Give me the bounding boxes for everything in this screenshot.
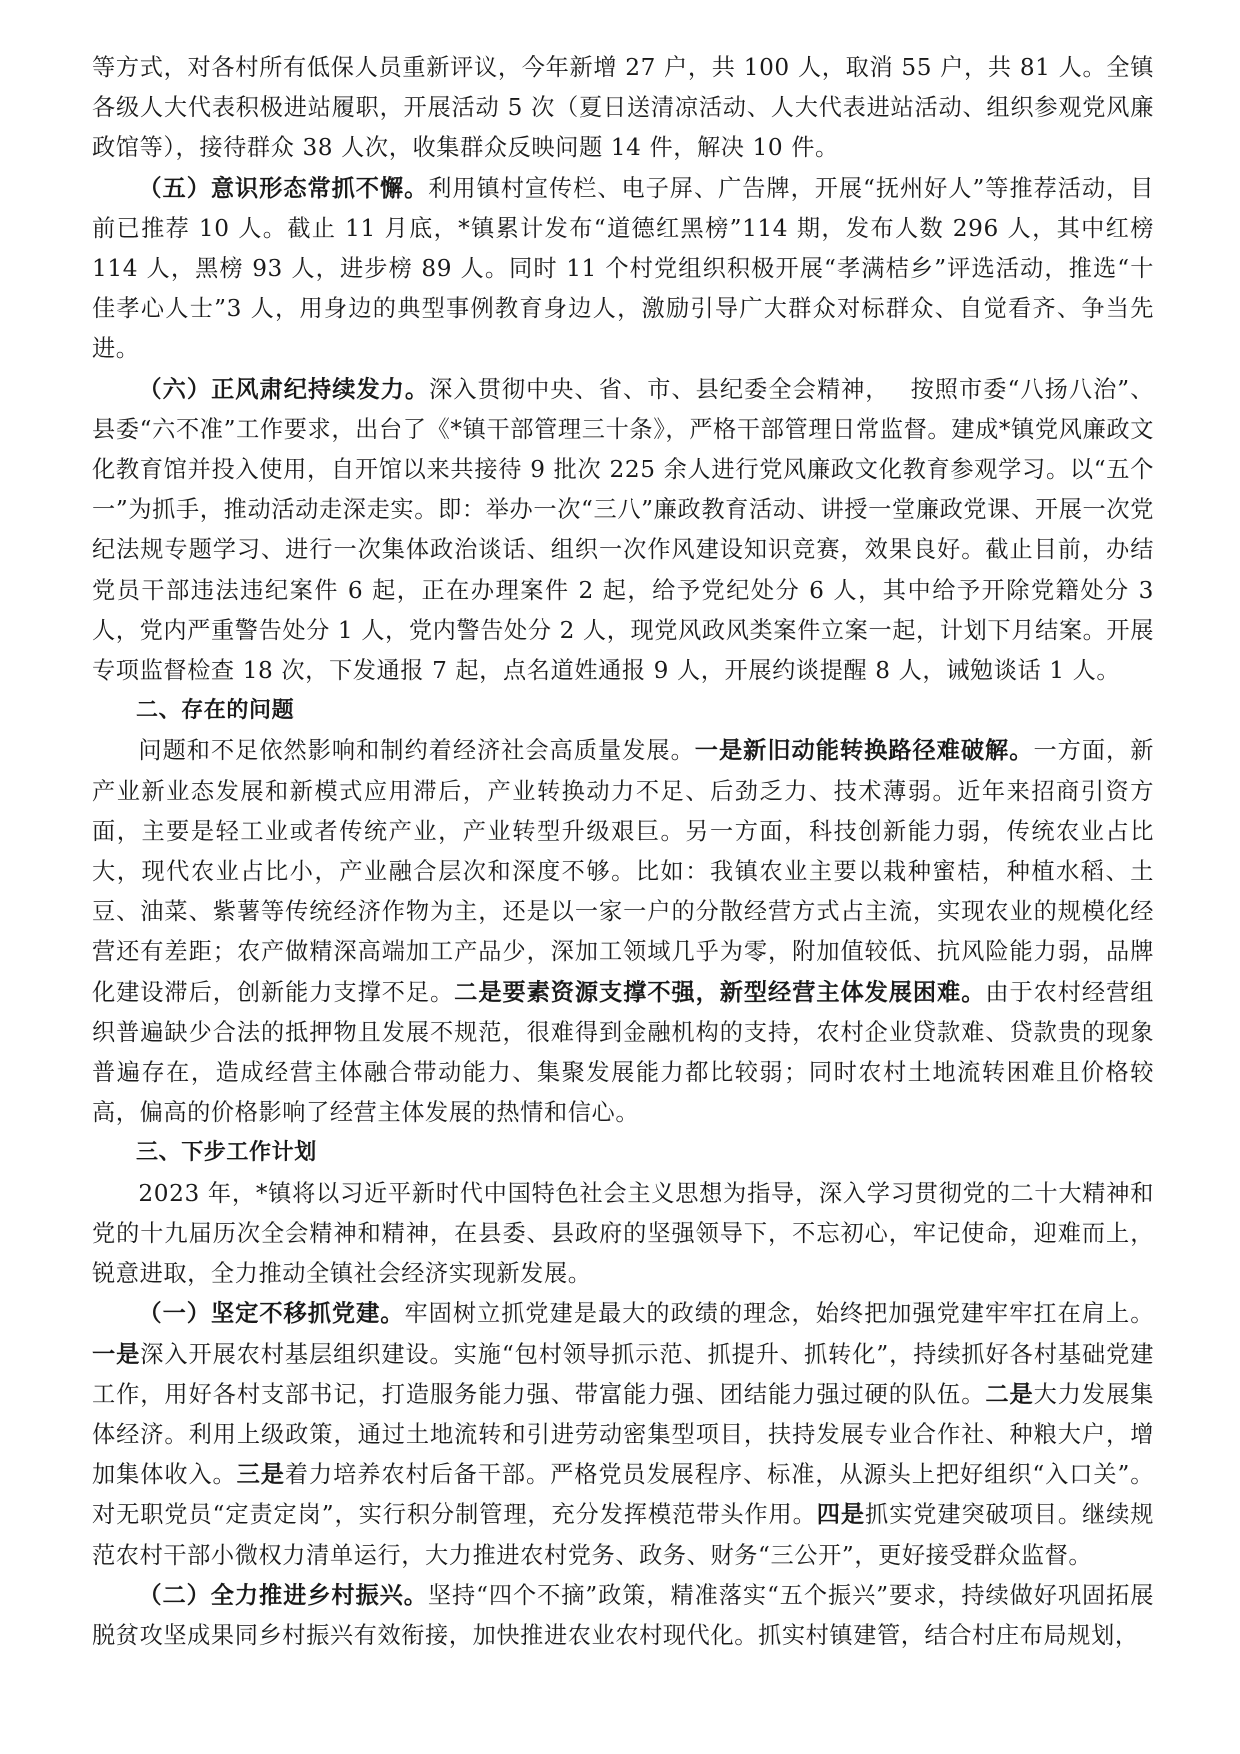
bold-run: 一是	[92, 1340, 141, 1368]
body-paragraph	[92, 731, 1154, 1133]
bold-run: 一是新旧动能转换路径难破解。	[694, 737, 1034, 765]
section-heading	[92, 691, 1154, 731]
section-heading	[92, 1133, 1154, 1173]
bold-run: 二、存在的问题	[136, 698, 295, 724]
bold-run: （一）坚定不移抓党建。	[138, 1300, 405, 1328]
text-run: 一方面，新产业新业态发展和新模式应用滞后，产业转换动力不足、后劲乏力、技术薄弱。近年来招商引资方面，主要是轻工业或者传统产业，产业转型升级艰巨。另一方面，科技创新能力弱，传统农业占比大，现代农业占比小，产业融合层次和深度不够。比如：我镇农业主要以栽种蜜桔，种植水稻、土豆、油菜、紫薯等传统经济作物为主，还是以一家一户的分散经营方式占主流，实现农业的规模化经营还有差距；农产做精深高端加工产品少，深加工领域几乎为零，附加值较低、抗风险能力弱，品牌化建设滞后，创新能力支撑不足。	[92, 737, 1154, 1006]
text-run: 问题和不足依然影响和制约着经济社会高质量发展。	[138, 737, 695, 765]
bold-run: （五）意识形态常抓不懈。	[138, 174, 429, 202]
text-run: 深入贯彻中央、省、市、县纪委全会精神， 按照市委“八扬八治”、县委“六不准”工作要求，出台了《*镇干部管理三十条》，严格干部管理日常监督。建成*镇党风廉政文化教育馆并投入使用，自开馆以来共接待 9 批次 225 余人进行党风廉政文化教育参观学习。以“五个一”为抓手，推动活动走深走实。即：举办一次“三八”廉政教育活动、讲授一堂廉政党课、开展一次党纪法规专题学习、进行一次集体政治谈话、组织一次作风建设知识竞赛，效果良好。截止目前，办结党员干部违法违纪案件 6 起，正在办理案件 2 起，给予党纪处分 6 人，其中给予开除党籍处分 3 人，党内严重警告处分 1 人，党内警告处分 2 人，现党风政风类案件立案一起，计划下月结案。开展专项监督检查 18 次，下发通报 7 起，点名道姓通报 9 人，开展约谈提醒 8 人，诫勉谈话 1 人。	[92, 375, 1154, 685]
bold-run: （六）正风肃纪持续发力。	[138, 375, 430, 403]
bold-run: 四是	[816, 1501, 865, 1529]
bold-run: 三、下步工作计划	[136, 1140, 317, 1166]
document-page	[92, 48, 1154, 1656]
text-run: 等方式，对各村所有低保人员重新评议，今年新增 27 户，共 100 人，取消 55 户，共 81 人。全镇各级人大代表积极进站履职，开展活动 5 次（夏日送清凉活动、人大代表进站活动、组织参观党风廉政馆等），接待群众 38 人次，收集群众反映问题 14 件，解决 10 件。	[92, 54, 1154, 162]
text-run: 利用镇村宣传栏、电子屏、广告牌，开展“抚州好人”等推荐活动，目前已推荐 10 人。截止 11 月底，*镇累计发布“道德红黑榜”114 期，发布人数 296 人，其中红榜 114 人，黑榜 93 人，进步榜 89 人。同时 11 个村党组织积极开展“孝满桔乡”评选活动，推选“十佳孝心人士”3 人，用身边的典型事例教育身边人，激励引导广大群众对标群众、自觉看齐、争当先进。	[92, 174, 1154, 363]
body-paragraph	[92, 48, 1154, 169]
text-run: 2023 年，*镇将以习近平新时代中国特色社会主义思想为指导，深入学习贯彻党的二十大精神和党的十九届历次全会精神和精神，在县委、县政府的坚强领导下，不忘初心，牢记使命，迎难而上，锐意进取，全力推动全镇社会经济实现新发展。	[92, 1179, 1154, 1288]
text-run: 大力发展集体经济。利用上级政策，通过土地流转和引进劳动密集型项目，扶持发展专业合作社、种粮大户，增加集体收入。	[92, 1380, 1155, 1489]
text-run: 深入开展农村基层组织建设。实施“包村领导抓示范、抓提升、抓转化”，持续抓好各村基础党建工作，用好各村支部书记，打造服务能力强、带富能力强、团结能力强过硬的队伍。	[92, 1340, 1154, 1408]
body-paragraph	[92, 370, 1154, 692]
bold-run: 二是	[985, 1380, 1034, 1408]
body-paragraph	[92, 1294, 1154, 1575]
bold-run: 二是要素资源支撑不强，新型经营主体发展困难。	[454, 978, 986, 1006]
text-run: 着力培养农村后备干部。严格党员发展程序、标准，从源头上把好组织“入口关”。对无职党员“定责定岗”，实行积分制管理，充分发挥模范带头作用。	[92, 1461, 1155, 1529]
text-run: 抓实党建突破项目。继续规范农村干部小微权力清单运行，大力推进农村党务、政务、财务“三公开”，更好接受群众监督。	[92, 1501, 1155, 1569]
text-run: 牢固树立抓党建是最大的政绩的理念，始终把加强党建牢牢扛在肩上。	[404, 1300, 1154, 1328]
text-run: 坚持“四个不摘”政策，精准落实“五个振兴”要求，持续做好巩固拓展脱贫攻坚成果同乡村振兴有效衔接，加快推进农业农村现代化。抓实村镇建管，结合村庄布局规划，	[92, 1581, 1154, 1649]
body-paragraph	[92, 169, 1154, 370]
text-run: 由于农村经营组织普遍缺少合法的抵押物且发展不规范，很难得到金融机构的支持，农村企业贷款难、贷款贵的现象普遍存在，造成经营主体融合带动能力、集聚发展能力都比较弱；同时农村土地流转困难且价格较高，偏高的价格影响了经营主体发展的热情和信心。	[92, 978, 1155, 1127]
bold-run: 三是	[236, 1461, 285, 1489]
body-paragraph	[92, 1576, 1154, 1656]
bold-run: （二）全力推进乡村振兴。	[138, 1581, 428, 1609]
body-paragraph	[92, 1174, 1154, 1295]
